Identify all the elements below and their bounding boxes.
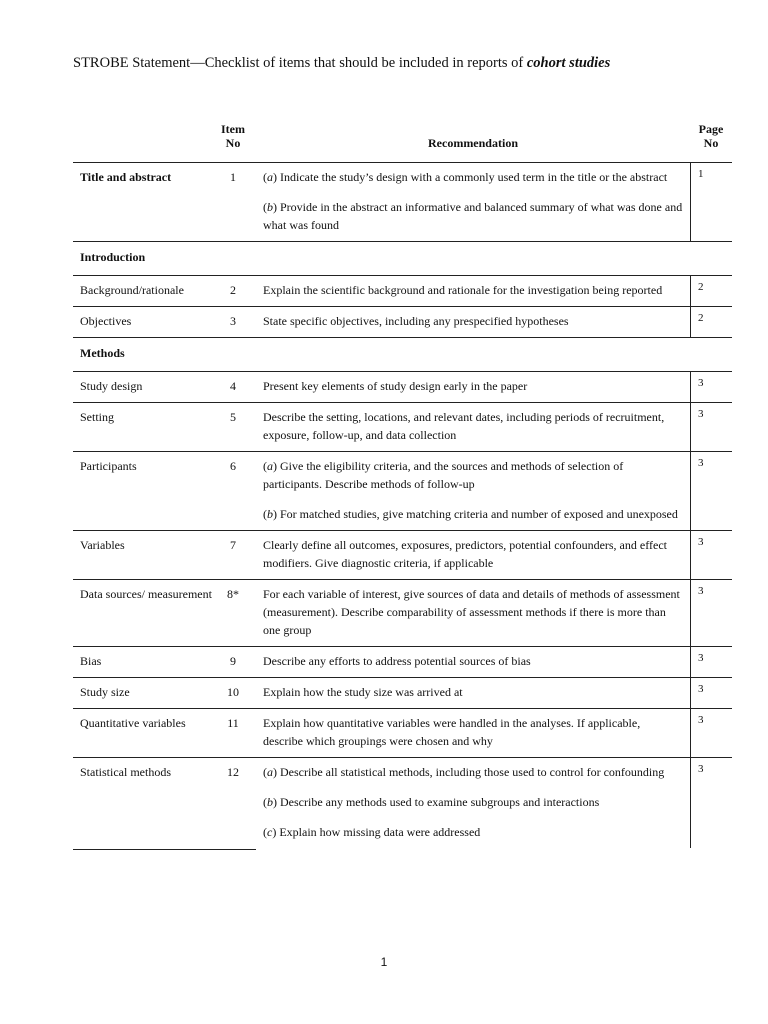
checklist-row (73, 757, 732, 848)
recommendation-text: Present key elements of study design early in the paper (263, 379, 528, 393)
row-item-number: 10 (227, 685, 239, 699)
recommendation-paragraph (263, 652, 683, 670)
row-recommendation (263, 372, 683, 402)
row-page-number: 3 (690, 709, 704, 757)
row-topic: Bias (80, 654, 102, 668)
header-item-no (213, 122, 253, 150)
page-number: 1 (380, 955, 388, 969)
row-recommendation (263, 452, 683, 530)
row-item-number: 7 (230, 538, 236, 552)
row-topic: Statistical methods (80, 765, 171, 779)
checklist-row (73, 162, 732, 241)
row-topic: Study size (80, 685, 130, 699)
recommendation-text: Describe any methods used to examine subgroups and interactions (280, 795, 600, 809)
subitem-letter: a (267, 459, 273, 473)
checklist-row (73, 275, 732, 306)
checklist-row (73, 646, 732, 677)
recommendation-paragraph: (b) Describe any methods used to examine subgroups and interactions (263, 795, 600, 809)
recommendation-text: Describe all statistical methods, including those used to control for confounding (280, 765, 665, 779)
header-page-no (690, 122, 732, 150)
recommendation-paragraph (263, 536, 683, 572)
row-recommendation (263, 758, 683, 848)
row-recommendation (263, 307, 683, 337)
row-recommendation (263, 276, 683, 306)
row-topic: Participants (80, 459, 137, 473)
row-topic: Variables (80, 538, 125, 552)
document-title (73, 55, 610, 72)
recommendation-text: Describe any efforts to address potential sources of bias (263, 654, 531, 668)
subitem-letter: a (267, 170, 273, 184)
recommendation-text: Give the eligibility criteria, and the sources and methods of selection of participants. Describe methods of follow-up (263, 459, 624, 491)
recommendation-paragraph (263, 408, 683, 444)
row-topic: Setting (80, 410, 115, 424)
recommendation-paragraph: (c) Explain how missing data were addressed (263, 825, 481, 839)
header-page-label: Page (698, 122, 724, 136)
row-item-number: 11 (227, 716, 239, 730)
recommendation-paragraph (263, 377, 683, 395)
row-page-number: 3 (690, 580, 704, 646)
checklist-row (73, 451, 732, 530)
row-recommendation (263, 580, 683, 646)
recommendation-paragraph: (a) Describe all statistical methods, including those used to control for confounding (263, 765, 665, 779)
row-page-number: 3 (690, 372, 704, 402)
title-prefix: STROBE Statement—Checklist of items that should be included in reports of (73, 55, 527, 71)
recommendation-text: Explain how quantitative variables were handled in the analyses. If applicable, describe which groupings were chosen and why (263, 716, 641, 748)
recommendation-paragraph: (a) Indicate the study’s design with a commonly used term in the title or the abstract (263, 170, 668, 184)
row-topic: Data sources/ measurement (80, 587, 212, 601)
recommendation-text: Explain how missing data were addressed (279, 825, 481, 839)
row-recommendation (263, 709, 683, 757)
recommendation-text: Explain how the study size was arrived at (263, 685, 463, 699)
row-page-number: 3 (690, 647, 704, 677)
section-row (73, 241, 732, 275)
subitem-letter: b (267, 507, 273, 521)
header-recommendation: Recommendation (428, 136, 518, 150)
row-page-number: 1 (690, 163, 704, 241)
checklist-row (73, 677, 732, 708)
section-row (73, 337, 732, 371)
recommendation-paragraph (263, 281, 683, 299)
header-item-sub: No (225, 136, 241, 150)
row-recommendation (263, 163, 683, 241)
title-emphasis: cohort studies (526, 55, 611, 71)
row-topic: Quantitative variables (80, 716, 186, 730)
row-page-number: 3 (690, 531, 704, 579)
recommendation-paragraph: (b) Provide in the abstract an informative and balanced summary of what was done and what was found (263, 200, 683, 232)
row-recommendation (263, 647, 683, 677)
row-page-number: 3 (690, 452, 704, 530)
checklist-row (73, 402, 732, 451)
recommendation-paragraph: (b) For matched studies, give matching criteria and number of exposed and unexposed (263, 507, 678, 521)
row-item-number: 3 (230, 314, 236, 328)
row-topic: Title and abstract (80, 170, 172, 184)
recommendation-text: Describe the setting, locations, and relevant dates, including periods of recruitment, exposure, follow-up, and data collection (263, 410, 665, 442)
checklist-table (73, 162, 732, 848)
checklist-row (73, 530, 732, 579)
recommendation-paragraph (263, 585, 683, 639)
row-recommendation (263, 403, 683, 451)
row-item-number: 6 (230, 459, 236, 473)
row-page-number: 3 (690, 403, 704, 451)
header-item-label: Item (221, 122, 245, 136)
row-item-number: 4 (230, 379, 236, 393)
section-heading: Introduction (80, 250, 146, 264)
row-topic: Background/rationale (80, 283, 184, 297)
table-bottom-rule (73, 849, 256, 850)
recommendation-text: State specific objectives, including any prespecified hypotheses (263, 314, 569, 328)
recommendation-paragraph (263, 683, 683, 701)
row-item-number: 12 (227, 765, 239, 779)
row-recommendation (263, 531, 683, 579)
subitem-letter: b (267, 200, 273, 214)
recommendation-paragraph (263, 714, 683, 750)
recommendation-text: Indicate the study’s design with a commonly used term in the title or the abstract (280, 170, 668, 184)
checklist-row (73, 306, 732, 337)
subitem-letter: b (267, 795, 273, 809)
checklist-row (73, 708, 732, 757)
subitem-letter: c (267, 825, 273, 839)
header-page-sub: No (703, 136, 719, 150)
row-item-number: 1 (230, 170, 236, 184)
recommendation-paragraph: (a) Give the eligibility criteria, and the sources and methods of selection of participants. Describe methods of follow-up (263, 459, 624, 491)
section-heading: Methods (80, 346, 125, 360)
recommendation-paragraph (263, 312, 683, 330)
row-page-number: 2 (690, 307, 704, 337)
checklist-row (73, 371, 732, 402)
row-item-number: 9 (230, 654, 236, 668)
row-page-number: 3 (690, 678, 704, 708)
row-page-number: 2 (690, 276, 704, 306)
row-item-number: 8* (227, 587, 239, 601)
recommendation-text: Explain the scientific background and rationale for the investigation being reported (263, 283, 663, 297)
subitem-letter: a (267, 765, 273, 779)
row-item-number: 5 (230, 410, 236, 424)
row-page-number: 3 (690, 758, 704, 848)
recommendation-text: Provide in the abstract an informative and balanced summary of what was done and what was found (263, 200, 683, 232)
recommendation-text: For matched studies, give matching criteria and number of exposed and unexposed (280, 507, 678, 521)
row-topic: Objectives (80, 314, 132, 328)
recommendation-text: Clearly define all outcomes, exposures, predictors, potential confounders, and effect modifiers. Give diagnostic criteria, if applicable (263, 538, 667, 570)
row-item-number: 2 (230, 283, 236, 297)
row-recommendation (263, 678, 683, 708)
checklist-row (73, 579, 732, 646)
recommendation-text: For each variable of interest, give sources of data and details of methods of assessment (measurement). Describe comparability of assessment methods if there is more than one group (263, 587, 680, 637)
row-topic: Study design (80, 379, 143, 393)
